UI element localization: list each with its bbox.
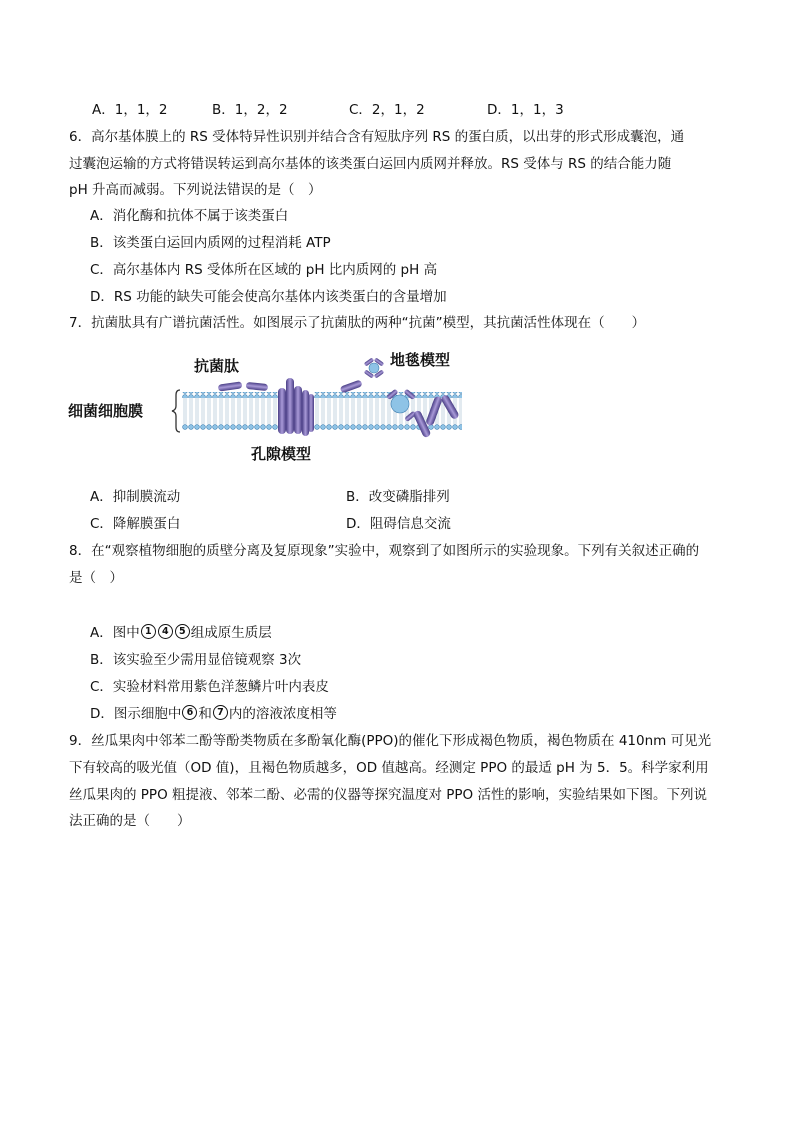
q8-option-d-mid: 和 — [198, 706, 212, 722]
q5-option-d: D．1，1，3 — [487, 102, 564, 118]
q8-option-a-prefix: A．图中 — [90, 625, 140, 641]
q9-stem-line-4: 法正确的是（ ） — [69, 813, 191, 829]
circled-number: 1 — [141, 624, 156, 639]
circled-number: 7 — [213, 705, 228, 720]
q7-option-b: B．改变磷脂排列 — [346, 489, 450, 505]
circled-number: 4 — [158, 624, 173, 639]
q8-option-a-suffix: 组成原生质层 — [190, 625, 272, 641]
q6-stem-line-3: pH 升高而减弱。下列说法错误的是（ ） — [69, 182, 322, 198]
q6-option-d: D．RS 功能的缺失可能会使高尔基体内该类蛋白的含量增加 — [90, 289, 447, 305]
q8-option-d-suffix: 内的溶液浓度相等 — [228, 706, 337, 722]
peptide-label: 抗菌肽 — [194, 359, 240, 375]
bacterial-membrane-label: 细菌细胞膜 — [68, 404, 144, 420]
q7-option-d: D．阻碍信息交流 — [346, 516, 451, 532]
q5-option-c: C．2，1，2 — [349, 102, 425, 118]
pore-peptides — [278, 378, 314, 436]
q7-option-c: C．降解膜蛋白 — [90, 516, 181, 532]
q8-option-d — [90, 705, 337, 723]
q8-stem-line-1: 8．在“观察植物细胞的质壁分离及复原现象”实验中，观察到了如图所示的实验现象。下列有关叙述正确的 — [69, 543, 700, 559]
brace-icon — [172, 390, 180, 432]
circled-number: 5 — [175, 624, 190, 639]
q5-option-b: B．1，2，2 — [212, 102, 288, 118]
q6-option-a: A．消化酶和抗体不属于该类蛋白 — [90, 208, 289, 224]
antimicrobial-peptide-figure — [68, 352, 478, 472]
q5-option-a: A．1，1，2 — [92, 102, 168, 118]
q8-option-d-prefix: D．图示细胞中 — [90, 706, 182, 722]
q8-option-c: C．实验材料常用紫色洋葱鳞片叶内表皮 — [90, 679, 329, 695]
q6-option-c: C．高尔基体内 RS 受体所在区域的 pH 比内质网的 pH 高 — [90, 262, 438, 278]
q8-option-b: B．该实验至少需用显倍镜观察 3次 — [90, 652, 302, 668]
q8-option-a — [90, 624, 272, 642]
q9-stem-line-1: 9．丝瓜果肉中邻苯二酚等酚类物质在多酚氧化酶(PPO)的催化下形成褐色物质，褐色物质在 410nm 可见光 — [69, 733, 712, 749]
q8-stem-line-2: 是（ ） — [69, 570, 123, 586]
pore-model-label: 孔隙模型 — [251, 447, 312, 463]
q7-stem: 7．抗菌肽具有广谱抗菌活性。如图展示了抗菌肽的两种“抗菌”模型，其抗菌活性体现在（ ） — [69, 315, 646, 331]
q6-stem-line-2: 过囊泡运输的方式将错误转运到高尔基体的该类蛋白运回内质网并释放。RS 受体与 RS 的结合能力随 — [69, 156, 672, 172]
q9-stem-line-3: 丝瓜果肉的 PPO 粗提液、邻苯二酚、必需的仪器等探究温度对 PPO 活性的影响，实验结果如下图。下列说 — [69, 787, 707, 803]
q6-option-b: B．该类蛋白运回内质网的过程消耗 ATP — [90, 235, 331, 251]
circled-number: 6 — [182, 705, 197, 720]
carpet-micelle — [364, 357, 384, 378]
q7-option-a: A．抑制膜流动 — [90, 489, 181, 505]
q6-stem-line-1: 6．高尔基体膜上的 RS 受体特异性识别并结合含有短肽序列 RS 的蛋白质，以出芽的形式形成囊泡，通 — [69, 129, 685, 145]
carpet-model-label: 地毯模型 — [390, 353, 451, 369]
q9-stem-line-2: 下有较高的吸光值（OD 值)，且褐色物质越多，OD 值越高。经测定 PPO 的最适 pH 为 5．5。科学家利用 — [69, 760, 709, 776]
